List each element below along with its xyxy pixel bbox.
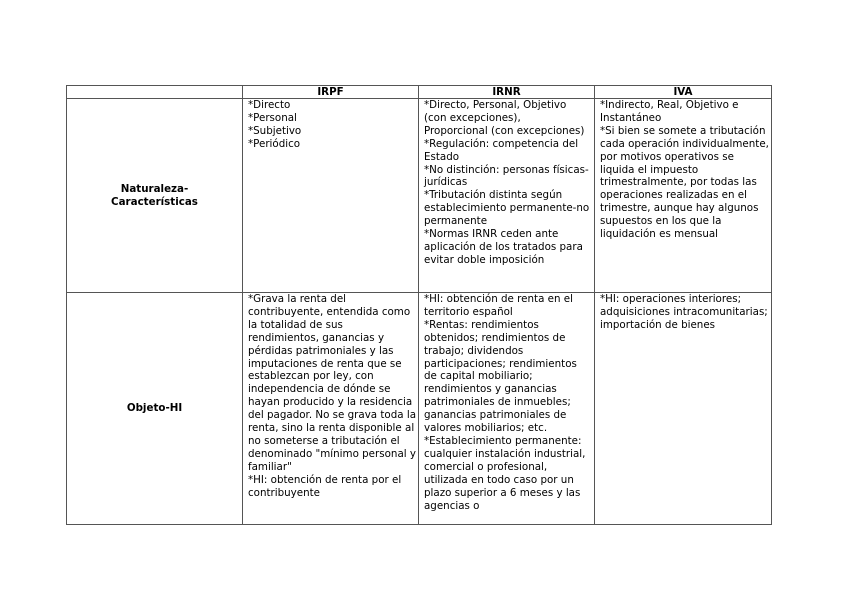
- list-item: *Periódico: [248, 137, 301, 150]
- list-item: *Directo, Personal, Objetivo (con excepciones),: [424, 99, 567, 124]
- cell-irpf-naturaleza: [243, 99, 419, 293]
- list-item: *HI: obtención de renta por el contribuyente: [248, 473, 402, 499]
- header-iva: IVA: [595, 86, 772, 99]
- row-label-naturaleza: [67, 99, 243, 293]
- list-item: *Si bien se somete a tributación cada operación individualmente, por motivos operativos se liquida el impuesto trimestralmente, por todas las operaciones realizadas en el trimestre, aunque hay algunos supuestos en los que la liquidación es mensual: [600, 124, 769, 241]
- list-item: Proporcional (con excepciones): [424, 124, 585, 137]
- row-label-objeto: [67, 293, 243, 525]
- list-item: *Directo: [248, 99, 291, 111]
- cell-iva-objeto: [595, 293, 772, 525]
- list-item: *Personal: [248, 111, 297, 124]
- list-item: *Normas IRNR ceden ante aplicación de los tratados para evitar doble imposición: [424, 228, 583, 266]
- header-row: [67, 86, 772, 99]
- list-item: *Grava la renta del contribuyente, entendida como la totalidad de sus rendimientos, ganancias y pérdidas patrimoniales y las imputaciones de renta que se establezcan por ley, con independencia de dónde se hayan producido y la residencia del pagador. No se grava toda la renta, sino la renta disponible al no someterse a tributación el denominado "mínimo personal y familiar": [248, 293, 416, 473]
- cell-iva-naturaleza: [595, 99, 772, 293]
- header-irpf: IRPF: [243, 86, 419, 99]
- list-item: *Rentas: rendimientos obtenidos; rendimientos de trabajo; dividendos participaciones; rendimientos de capital mobiliario; rendimientos y ganancias patrimoniales de inmuebles; ganancias patrimoniales de valores mobiliarios; etc.: [424, 318, 577, 435]
- cell-irpf-objeto: [243, 293, 419, 525]
- list-item: *Subjetivo: [248, 124, 302, 137]
- list-item: *No distinción: personas físicas-jurídicas: [424, 163, 589, 189]
- cell-irnr-naturaleza: [419, 99, 595, 293]
- list-item: *Regulación: competencia del Estado: [424, 137, 579, 163]
- row-label-text: Naturaleza- Características: [111, 182, 198, 208]
- list-item: *Indirecto, Real, Objetivo e Instantáneo: [600, 99, 739, 124]
- table-row: [67, 293, 772, 525]
- tax-comparison-table: [66, 85, 772, 525]
- cell-irnr-objeto: [419, 293, 595, 525]
- list-item: *Establecimiento permanente: cualquier instalación industrial, comercial o profesional, utilizada en todo caso por un plazo superior a 6 meses y las agencias o: [424, 434, 586, 512]
- row-label-text: Objeto-HI: [126, 402, 183, 415]
- header-empty: [67, 86, 243, 99]
- list-item: *HI: obtención de renta en el territorio español: [424, 293, 573, 318]
- list-item: *HI: operaciones interiores; adquisiciones intracomunitarias; importación de bienes: [600, 293, 768, 331]
- list-item: *Tributación distinta según establecimiento permanente-no permanente: [424, 189, 590, 228]
- header-irnr: IRNR: [419, 86, 595, 99]
- table-row: [67, 99, 772, 293]
